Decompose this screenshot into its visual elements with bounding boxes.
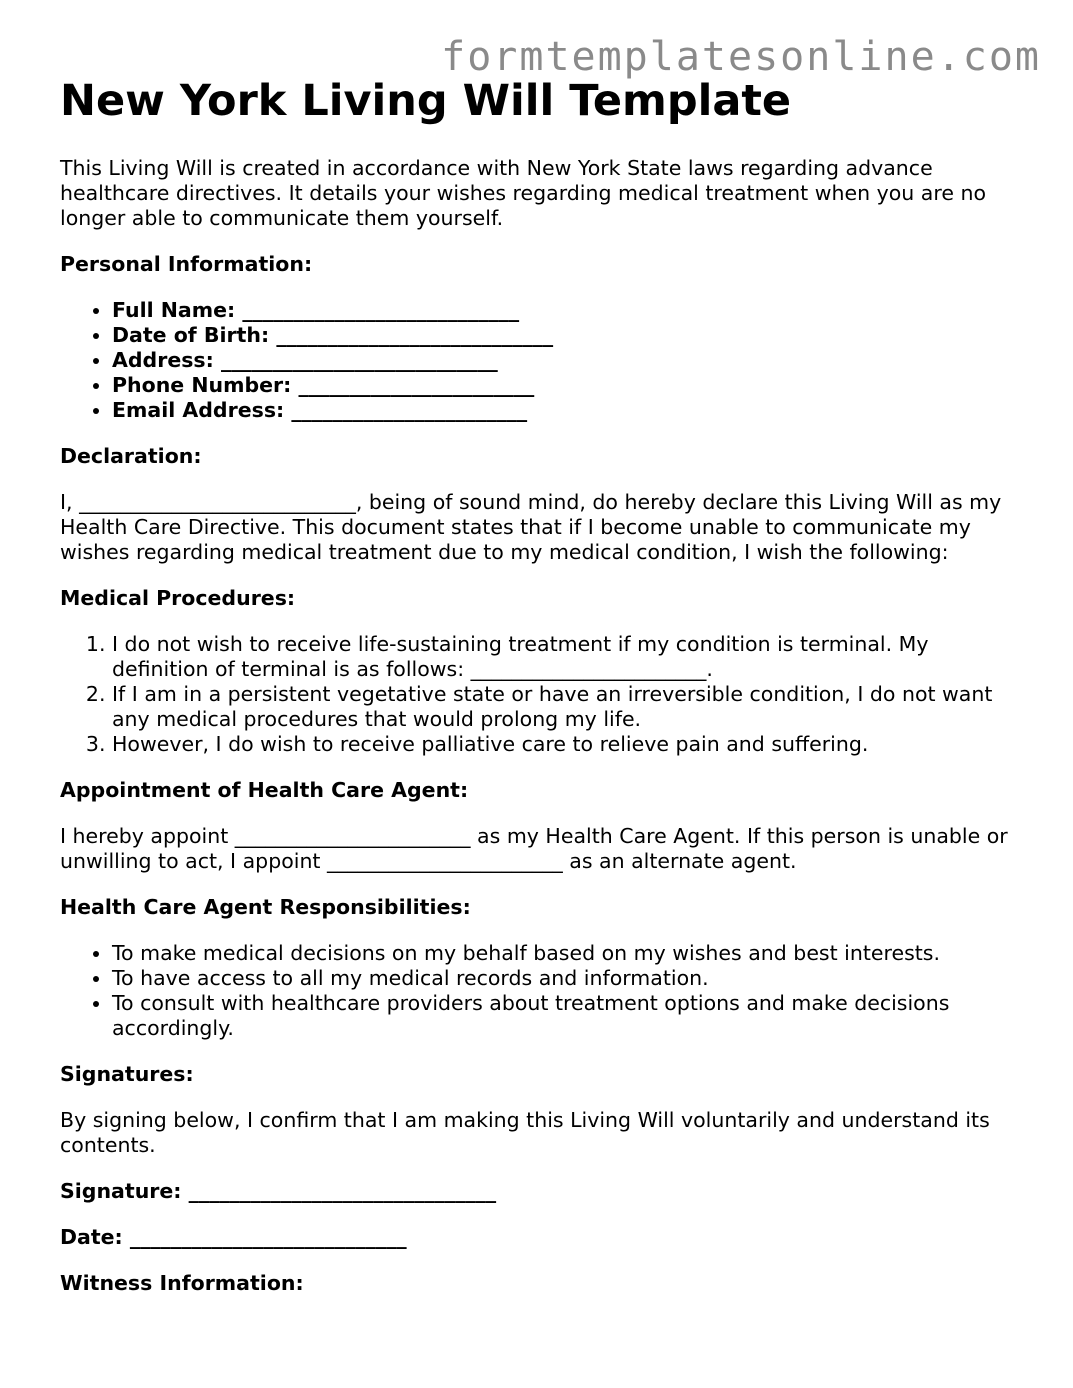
witness-information-heading: Witness Information: (60, 1271, 304, 1295)
declaration-paragraph: I, ___________________________, being of sound mind, do hereby declare this Living Will as my Health Care Directive. This document states that if I become unable to communicate my wishes regarding medical treatment due to my medical condition, I wish the following: (60, 490, 1002, 564)
signatures-heading: Signatures: (60, 1062, 194, 1086)
phone-number-field: • Phone Number: _______________________ (112, 373, 1020, 398)
responsibilities-list (60, 941, 1020, 1041)
document-page (60, 74, 1020, 1296)
list-item: 3. However, I do wish to receive palliative care to relieve pain and suffering. (112, 732, 1020, 757)
email-address-field: • Email Address: _______________________ (112, 398, 1020, 423)
medical-procedures-heading: Medical Procedures: (60, 586, 296, 610)
declaration-heading: Declaration: (60, 444, 202, 468)
intro-paragraph: This Living Will is created in accordance with New York State laws regarding advance healthcare directives. It details your wishes regarding medical treatment when you are no longer able to communicate them yourself. (60, 156, 986, 230)
appointment-heading: Appointment of Health Care Agent: (60, 778, 469, 802)
full-name-field: • Full Name: ___________________________ (112, 298, 1020, 323)
list-item: • To make medical decisions on my behalf based on my wishes and best interests. (112, 941, 1020, 966)
personal-information-list (60, 298, 1020, 423)
date-line: Date: ___________________________ (60, 1225, 407, 1249)
medical-procedures-list (60, 632, 1020, 757)
address-field: • Address: ___________________________ (112, 348, 1020, 373)
list-item: 2. If I am in a persistent vegetative state or have an irreversible condition, I do not want any medical procedures that would prolong my life. (112, 682, 1020, 732)
signature-line: Signature: ______________________________ (60, 1179, 497, 1203)
list-item: • To have access to all my medical records and information. (112, 966, 1020, 991)
signatures-paragraph: By signing below, I confirm that I am making this Living Will voluntarily and understand its contents. (60, 1108, 990, 1157)
personal-information-heading: Personal Information: (60, 252, 313, 276)
responsibilities-heading: Health Care Agent Responsibilities: (60, 895, 471, 919)
date-of-birth-field: • Date of Birth: ___________________________ (112, 323, 1020, 348)
page-title: New York Living Will Template (60, 76, 792, 126)
list-item: 1. I do not wish to receive life-sustaining treatment if my condition is terminal. My definition of terminal is as follows: _______________________. (112, 632, 1020, 682)
watermark: formtemplatesonline.com (441, 34, 1041, 80)
appointment-paragraph: I hereby appoint _______________________ as my Health Care Agent. If this person is unable or unwilling to act, I appoint _______________________ as an alternate agent. (60, 824, 1008, 873)
list-item: • To consult with healthcare providers about treatment options and make decisions accordingly. (112, 991, 1020, 1041)
